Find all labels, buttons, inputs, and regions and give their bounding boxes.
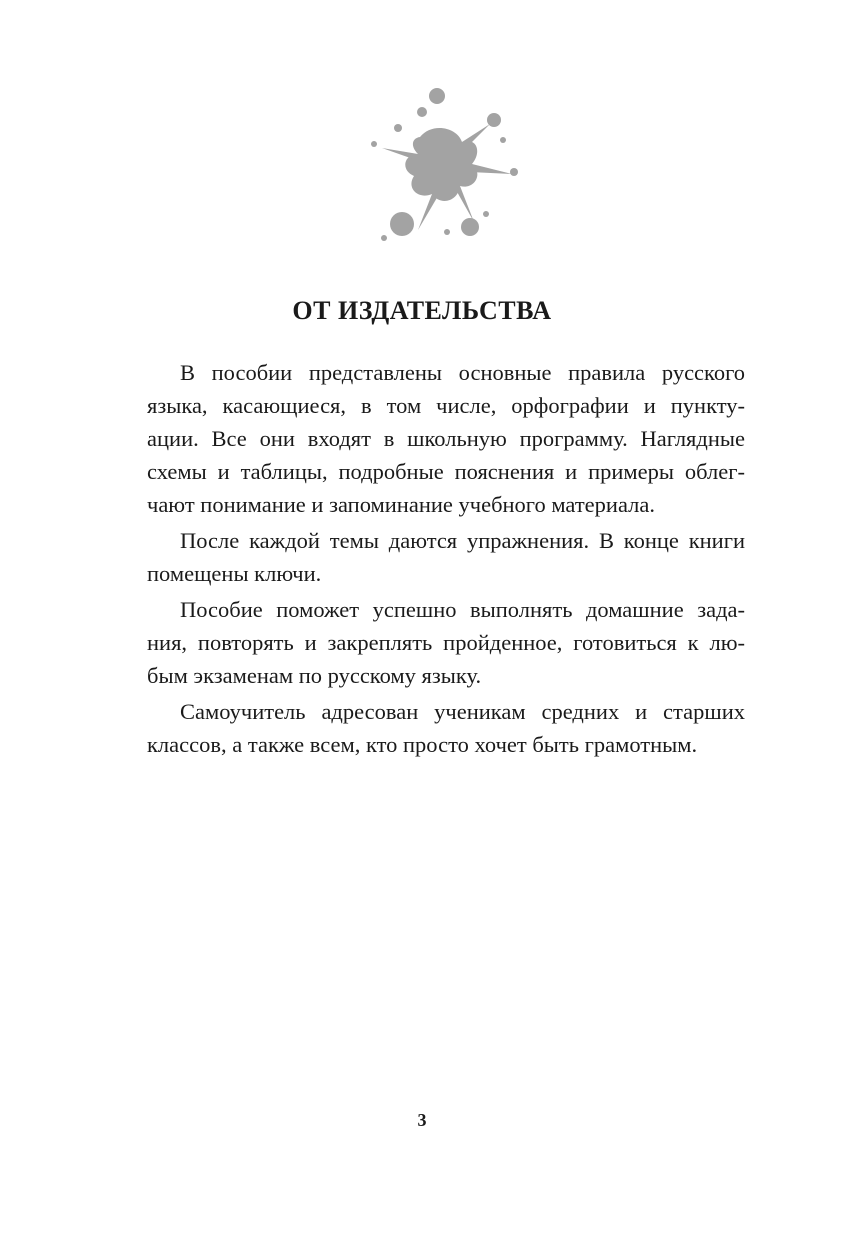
text-line: схемы и таблицы, подробные пояснения и примеры облег- — [147, 459, 745, 484]
text-line: помещены ключи. — [147, 561, 322, 586]
text-line: ации. Все они входят в школьную программу. Наглядные — [147, 426, 745, 451]
body-text — [115, 356, 745, 764]
page-title: ОТ ИЗДАТЕЛЬСТВА — [292, 296, 552, 325]
paragraph-intro — [115, 356, 745, 521]
text-line: После каждой темы даются упражнения. В конце книги — [180, 528, 745, 553]
paragraph-audience — [115, 695, 745, 761]
text-line: чают понимание и запоминание учебного материала. — [147, 492, 655, 517]
text-line: языка, касающиеся, в том числе, орфографии и пункту- — [147, 393, 745, 418]
text-line: В пособии представлены основные правила русского — [180, 360, 745, 385]
text-line: классов, а также всем, кто просто хочет быть грамотным. — [147, 732, 698, 757]
text-line: Самоучитель адресован ученикам средних и старших — [180, 699, 745, 724]
paragraph-benefits — [115, 593, 745, 692]
ink-splash-icon — [362, 82, 522, 252]
text-line: ния, повторять и закреплять пройденное, готовиться к лю- — [147, 630, 745, 655]
text-line: Пособие поможет успешно выполнять домашние зада- — [180, 597, 745, 622]
page-number: 3 — [417, 1110, 427, 1130]
paragraph-exercises — [115, 524, 745, 590]
text-line: бым экзаменам по русскому языку. — [147, 663, 482, 688]
